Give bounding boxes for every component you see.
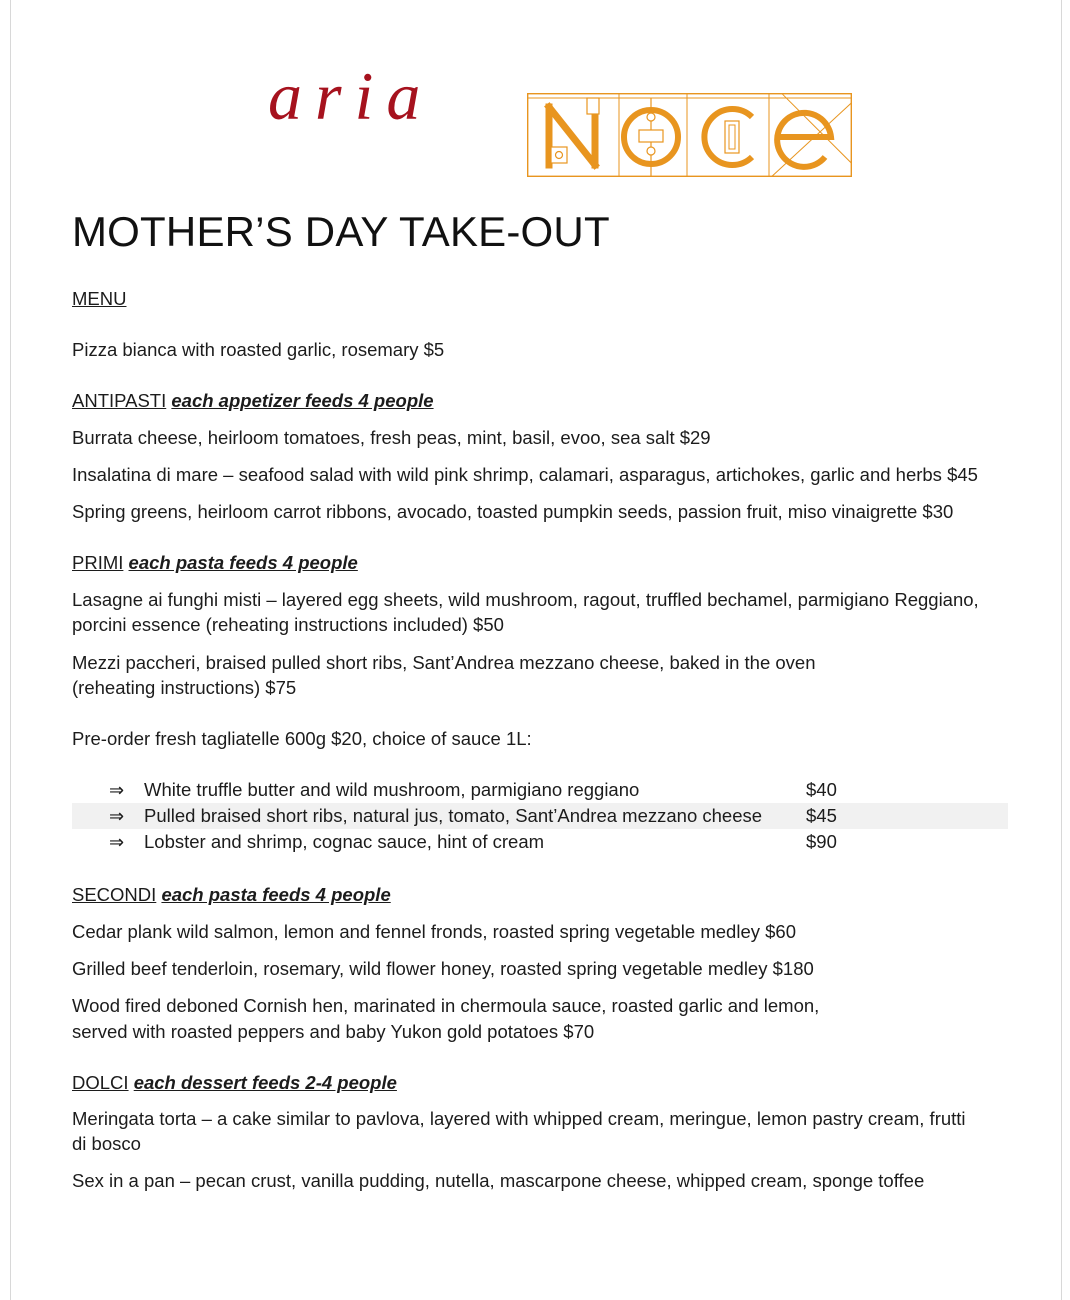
antipasti-heading-row [72,388,434,413]
sauce-name: Pulled braised short ribs, natural jus, tomato, Sant’Andrea mezzano cheese [144,805,763,826]
arrow-icon: ⇒ [109,806,125,826]
secondi-heading-row [72,882,391,907]
dolci-item-meringata-line1: Meringata torta – a cake similar to pavlova, layered with whipped cream, meringue, lemon pastry cream, frutti [72,1108,966,1129]
dolci-item-pan: Sex in a pan – pecan crust, vanilla pudding, nutella, mascarpone cheese, whipped cream, sponge toffee [72,1170,925,1191]
menu-heading: MENU [72,288,127,309]
primi-item-lasagne-line1: Lasagne ai funghi misti – layered egg sheets, wild mushroom, ragout, truffled bechamel, parmigiano Reggiano, [72,589,979,610]
secondi-item-hen-line2: served with roasted peppers and baby Yukon gold potatoes $70 [72,1021,595,1042]
antipasti-item-burrata: Burrata cheese, heirloom tomatoes, fresh peas, mint, basil, evoo, sea salt $29 [72,427,711,448]
primi-preorder: Pre-order fresh tagliatelle 600g $20, choice of sauce 1L: [72,728,532,749]
dolci-heading: DOLCI [72,1072,129,1093]
primi-note: each pasta feeds 4 people [128,552,358,573]
page-title: MOTHER’S DAY TAKE-OUT [72,208,610,255]
dolci-item-meringata-line2: di bosco [72,1133,141,1154]
primi-heading: PRIMI [72,552,124,573]
secondi-item-beef: Grilled beef tenderloin, rosemary, wild flower honey, roasted spring vegetable medley $180 [72,958,814,979]
aria-logo: aria [268,58,434,134]
arrow-icon: ⇒ [109,832,125,852]
dolci-note: each dessert feeds 2-4 people [133,1072,397,1093]
secondi-item-hen-line1: Wood fired deboned Cornish hen, marinated in chermoula sauce, roasted garlic and lemon, [72,995,820,1016]
secondi-heading: SECONDI [72,884,157,905]
sauce-name: White truffle butter and wild mushroom, parmigiano reggiano [144,779,640,800]
pizza-item: Pizza bianca with roasted garlic, rosemary $5 [72,339,445,360]
secondi-item-salmon: Cedar plank wild salmon, lemon and fennel fronds, roasted spring vegetable medley $60 [72,921,796,942]
sauce-price: $90 [806,831,837,852]
antipasti-item-insalatina: Insalatina di mare – seafood salad with wild pink shrimp, calamari, asparagus, artichokes, garlic and herbs $45 [72,464,978,485]
dolci-heading-row [72,1070,397,1095]
antipasti-item-spring-greens: Spring greens, heirloom carrot ribbons, avocado, toasted pumpkin seeds, passion fruit, miso vinaigrette $30 [72,501,954,522]
primi-item-paccheri-line2: (reheating instructions) $75 [72,677,297,698]
sauce-row [72,803,1008,829]
antipasti-note: each appetizer feeds 4 people [171,390,434,411]
sauce-row [72,829,1008,855]
noce-logo [527,93,852,177]
sauce-price: $40 [806,779,837,800]
sauce-row [72,777,1008,803]
primi-heading-row [72,550,358,575]
antipasti-heading: ANTIPASTI [72,390,167,411]
primi-item-paccheri-line1: Mezzi paccheri, braised pulled short ribs, Sant’Andrea mezzano cheese, baked in the oven [72,652,816,673]
sauce-price: $45 [806,805,837,826]
secondi-note: each pasta feeds 4 people [161,884,391,905]
sauce-name: Lobster and shrimp, cognac sauce, hint of cream [144,831,545,852]
arrow-icon: ⇒ [109,780,125,800]
primi-item-lasagne-line2: porcini essence (reheating instructions included) $50 [72,614,504,635]
